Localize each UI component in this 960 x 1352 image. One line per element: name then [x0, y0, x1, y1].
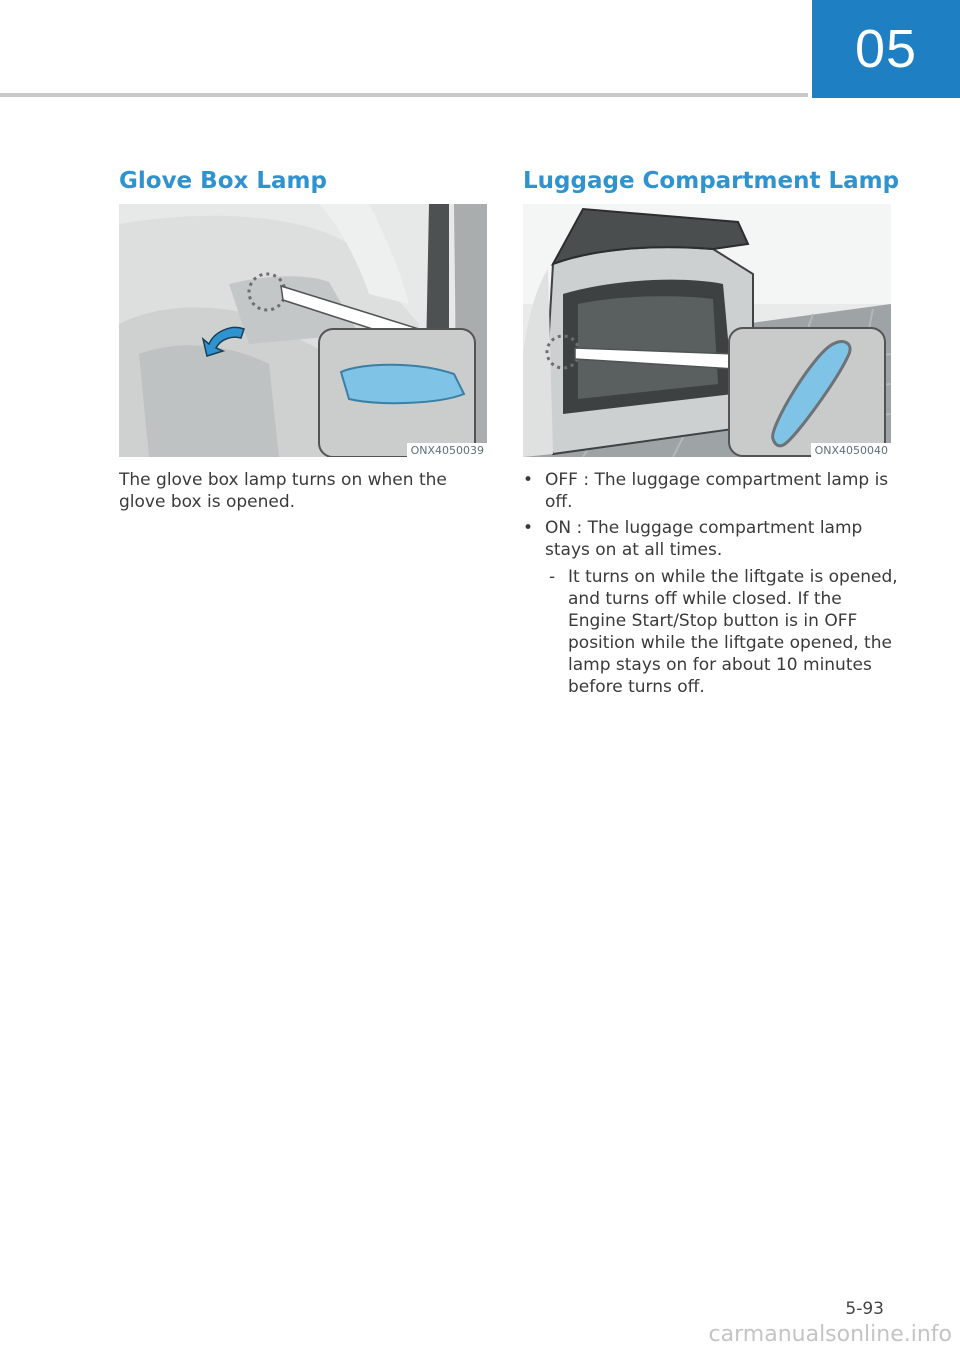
figure-code: ONX4050039 — [407, 443, 487, 457]
bullet-text: OFF : The luggage compartment lamp is off. — [545, 470, 889, 512]
glove-box-lamp-figure — [119, 204, 487, 457]
chapter-tab — [812, 0, 960, 98]
bullet-symbol: • — [523, 470, 534, 490]
luggage-lamp-figure — [523, 204, 891, 457]
header-rule — [0, 93, 808, 97]
glove-box-lamp-description: The glove box lamp turns on when the glove box is opened. — [119, 470, 447, 512]
glove-box-illustration — [119, 204, 487, 457]
watermark: carmanualsonline.info — [708, 1322, 952, 1347]
chapter-number: 05 — [854, 19, 918, 79]
luggage-compartment-illustration — [523, 204, 891, 457]
sub-bullet-symbol: - — [549, 567, 556, 587]
bullet-text: ON : The luggage compartment lamp stays on at all times. — [545, 518, 863, 560]
bullet-symbol: • — [523, 518, 534, 538]
glove-box-lamp-heading: Glove Box Lamp — [119, 168, 327, 194]
luggage-lamp-heading: Luggage Compartment Lamp — [523, 168, 900, 194]
page-number: 5-93 — [845, 1299, 884, 1319]
figure-code: ONX4050040 — [811, 443, 891, 457]
sub-bullet-text: It turns on while the liftgate is opened, and turns off while closed. If the Engine Start/Stop button is in OFF position while the liftgate opened, the lamp stays on for about 10 minutes before turns off. — [568, 567, 898, 697]
